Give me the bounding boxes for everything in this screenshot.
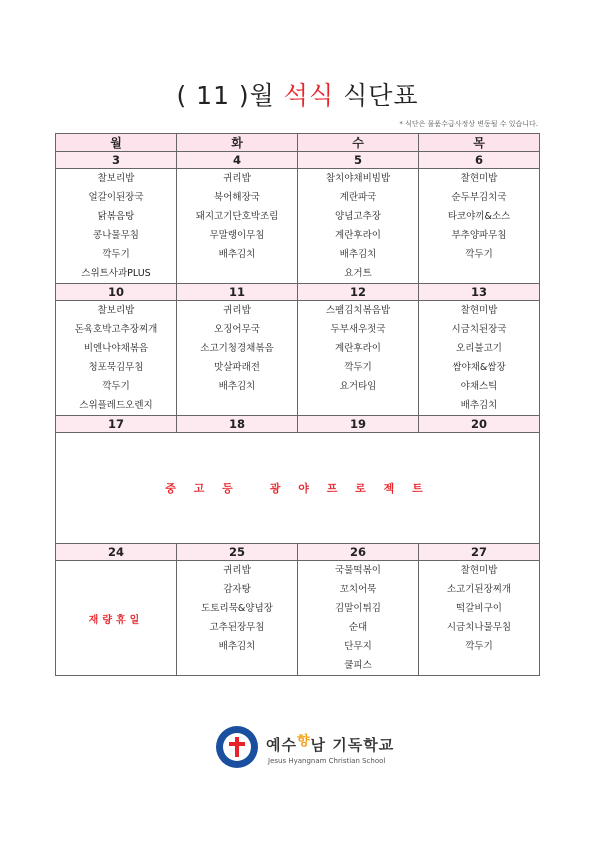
menu-item: 깍두기 — [465, 641, 493, 652]
date-cell: 10 — [56, 284, 177, 301]
menu-row — [56, 561, 540, 676]
menu-item: 오리불고기 — [456, 343, 502, 354]
menu-item: 요거타임 — [339, 381, 377, 392]
menu-item: 스위트사과PLUS — [81, 268, 151, 279]
menu-item: 쌈야채&쌈장 — [452, 362, 506, 373]
school-name — [266, 734, 394, 755]
menu-item: 타코야끼&소스 — [447, 211, 511, 222]
event-text: 중 고 등 — [165, 482, 240, 495]
event-text: 광 야 프 로 젝 트 — [269, 482, 430, 495]
menu-item: 국물떡볶이 — [335, 565, 381, 576]
menu-row — [56, 169, 540, 284]
menu-cell — [56, 301, 177, 416]
menu-item: 계란후라이 — [335, 343, 381, 354]
menu-item: 닭볶음탕 — [97, 211, 135, 222]
menu-item: 비엔나야채볶음 — [83, 343, 149, 354]
title-rest: 식단표 — [343, 81, 419, 110]
menu-item: 부추양파무침 — [451, 230, 507, 241]
menu-body — [56, 152, 540, 676]
menu-table — [55, 133, 540, 676]
menu-item: 깍두기 — [102, 249, 130, 260]
menu-cell — [298, 301, 419, 416]
menu-item: 깍두기 — [102, 381, 130, 392]
menu-item: 소고기청경채볶음 — [200, 343, 274, 354]
title-month: ( 11 )월 — [176, 81, 275, 110]
menu-cell — [298, 169, 419, 284]
menu-item: 요거트 — [344, 268, 372, 279]
menu-item: 스위플레드오렌지 — [79, 400, 153, 411]
menu-item: 도토리묵&양념장 — [201, 603, 273, 614]
menu-item: 배추김치 — [218, 641, 256, 652]
menu-item: 돈육호박고추장찌개 — [74, 324, 158, 335]
menu-item: 깍두기 — [344, 362, 372, 373]
menu-item: 소고기된장찌개 — [446, 584, 512, 595]
menu-item: 감자탕 — [223, 584, 251, 595]
day-header-row — [56, 134, 540, 152]
menu-item: 청포묵김무침 — [88, 362, 144, 373]
menu-item: 김말이튀김 — [335, 603, 381, 614]
menu-item: 찰현미밥 — [460, 173, 498, 184]
menu-item: 계란후라이 — [335, 230, 381, 241]
menu-item: 얼갈이된장국 — [88, 192, 144, 203]
menu-item: 순두부김치국 — [451, 192, 507, 203]
day-header: 수 — [298, 134, 419, 152]
menu-item: 콩나물무침 — [93, 230, 139, 241]
school-name-part: 예수 — [266, 736, 297, 754]
day-header: 목 — [419, 134, 540, 152]
menu-item: 쿨피스 — [344, 660, 372, 671]
menu-item: 순대 — [348, 622, 368, 633]
menu-cell — [177, 169, 298, 284]
menu-item: 꼬치어묵 — [339, 584, 377, 595]
date-cell: 17 — [56, 416, 177, 433]
day-header: 월 — [56, 134, 177, 152]
date-cell: 12 — [298, 284, 419, 301]
menu-item: 돼지고기단호박조림 — [195, 211, 279, 222]
menu-item: 두부새우젓국 — [330, 324, 386, 335]
menu-item: 찰보리밥 — [97, 305, 135, 316]
menu-cell — [419, 169, 540, 284]
date-cell: 20 — [419, 416, 540, 433]
menu-item: 귀리밥 — [223, 173, 251, 184]
date-cell: 11 — [177, 284, 298, 301]
menu-item: 깍두기 — [465, 249, 493, 260]
date-cell: 25 — [177, 544, 298, 561]
date-row — [56, 416, 540, 433]
date-cell: 4 — [177, 152, 298, 169]
menu-item: 찰현미밥 — [460, 565, 498, 576]
menu-item: 계란파국 — [339, 192, 377, 203]
menu-item: 단무지 — [344, 641, 372, 652]
school-name-part: 남 기독학교 — [310, 736, 395, 754]
menu-cell — [419, 561, 540, 676]
event-cell — [56, 433, 540, 544]
menu-item: 배추김치 — [218, 249, 256, 260]
menu-item: 오징어무국 — [214, 324, 260, 335]
menu-item: 북어해장국 — [214, 192, 260, 203]
menu-item: 배추김치 — [460, 400, 498, 411]
menu-cell — [298, 561, 419, 676]
menu-item: 배추김치 — [218, 381, 256, 392]
date-cell: 24 — [56, 544, 177, 561]
menu-cell — [419, 301, 540, 416]
menu-item: 스팸김치볶음밥 — [325, 305, 391, 316]
menu-item: 양념고추장 — [335, 211, 381, 222]
menu-item: 시금치나물무침 — [446, 622, 512, 633]
notice-text: * 식단은 물품수급사정상 변동될 수 있습니다. — [399, 120, 538, 128]
date-cell: 5 — [298, 152, 419, 169]
menu-item: 고추된장무침 — [209, 622, 265, 633]
menu-item: 찰보리밥 — [97, 173, 135, 184]
school-name-accent: 향 — [296, 734, 311, 749]
menu-item: 무말랭이무침 — [209, 230, 265, 241]
date-cell: 13 — [419, 284, 540, 301]
menu-cell — [177, 301, 298, 416]
menu-item: 귀리밥 — [223, 565, 251, 576]
menu-cell — [177, 561, 298, 676]
menu-row — [56, 433, 540, 544]
menu-item: 배추김치 — [339, 249, 377, 260]
date-row — [56, 544, 540, 561]
school-logo-icon — [216, 726, 258, 768]
date-cell: 27 — [419, 544, 540, 561]
menu-item: 시금치된장국 — [451, 324, 507, 335]
page-title — [0, 76, 595, 112]
title-highlight: 석식 — [283, 81, 335, 110]
menu-item: 찰현미밥 — [460, 305, 498, 316]
date-cell: 3 — [56, 152, 177, 169]
date-cell: 18 — [177, 416, 298, 433]
day-header: 화 — [177, 134, 298, 152]
menu-row — [56, 301, 540, 416]
date-cell: 26 — [298, 544, 419, 561]
menu-item: 떡갈비구이 — [456, 603, 502, 614]
holiday-cell: 재량휴일 — [56, 561, 177, 676]
menu-item: 맛살파래전 — [214, 362, 260, 373]
school-name-english: Jesus Hyangnam Christian School — [268, 757, 386, 765]
date-cell: 19 — [298, 416, 419, 433]
menu-item: 귀리밥 — [223, 305, 251, 316]
date-row — [56, 152, 540, 169]
date-cell: 6 — [419, 152, 540, 169]
menu-item: 야채스틱 — [460, 381, 498, 392]
date-row — [56, 284, 540, 301]
menu-cell — [56, 169, 177, 284]
menu-item: 참치야채비빔밥 — [325, 173, 391, 184]
